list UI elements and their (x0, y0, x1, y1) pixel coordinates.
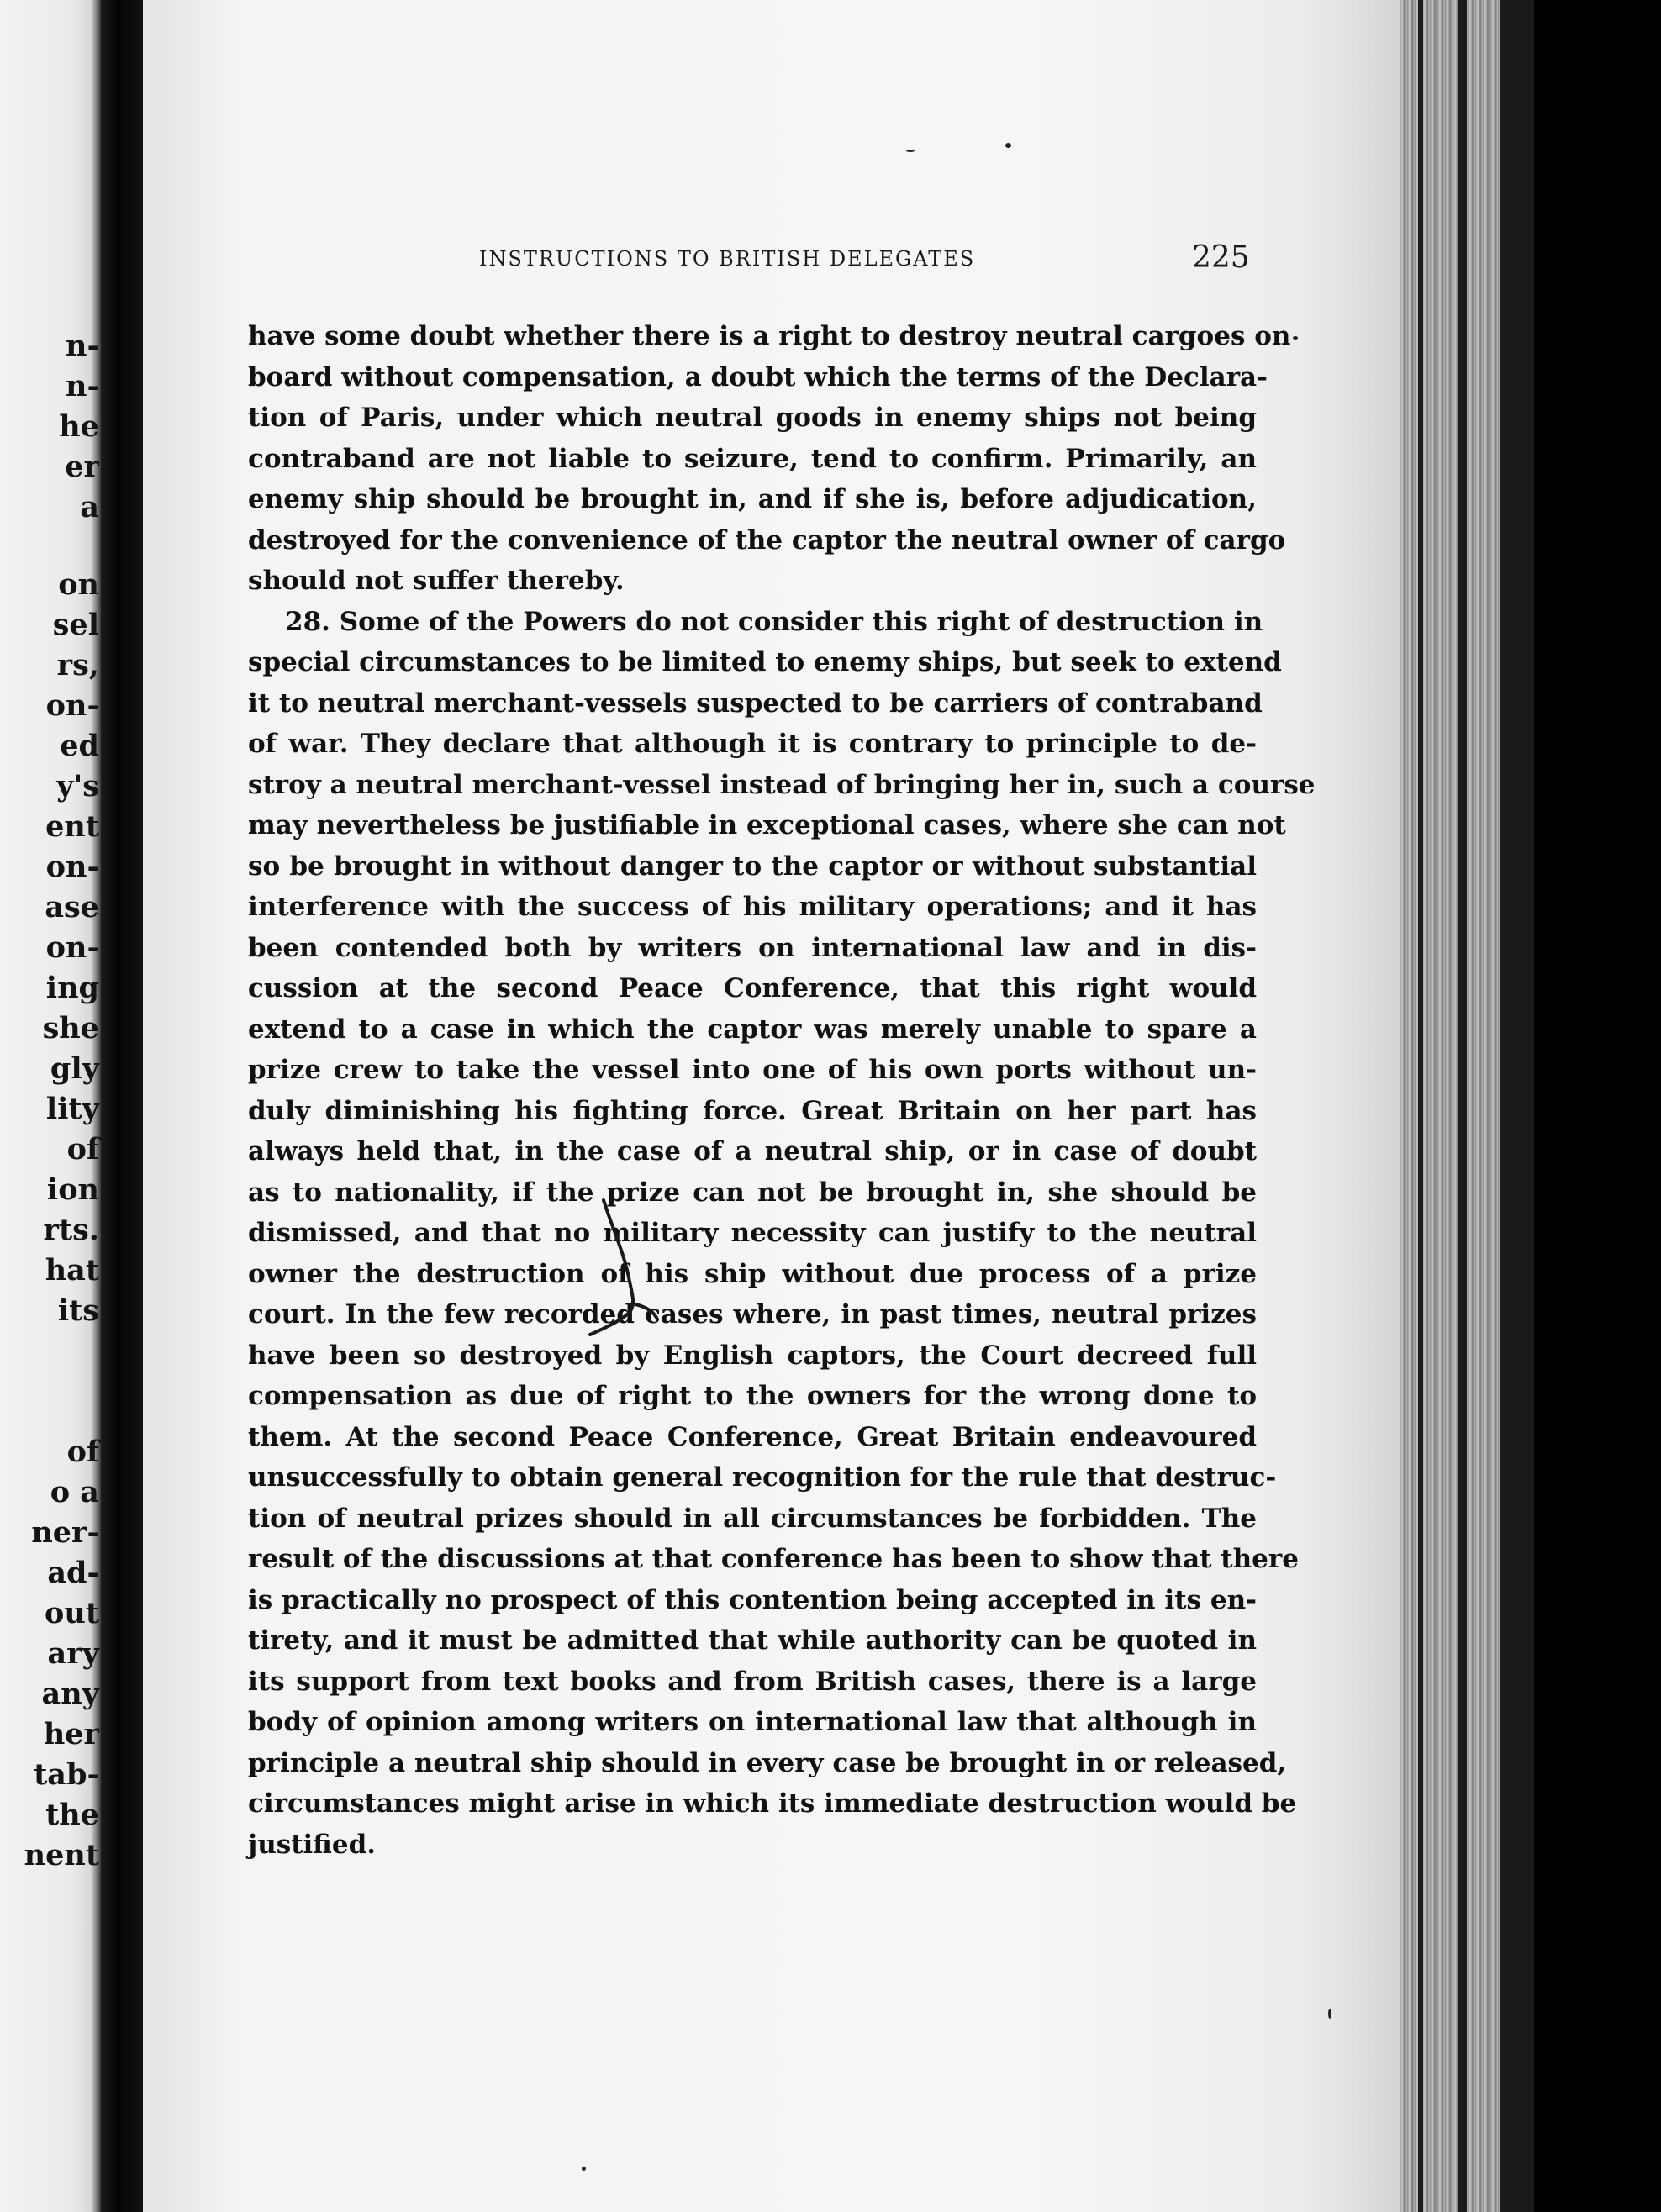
previous-page-text-fragment: n- (66, 369, 99, 403)
body-text-line: is practically no prospect of this contention being accepted in its en- (248, 1584, 1257, 1615)
page-body-text (248, 316, 1316, 1865)
previous-page-text-fragment: ad- (47, 1556, 99, 1590)
body-text-line: court. In the few recorded cases where, in past times, neutral prizes (248, 1299, 1257, 1330)
stacked-page-edges (1400, 0, 1534, 2212)
body-text-line: body of opinion among writers on international law that although in (248, 1707, 1257, 1737)
body-text-line: destroyed for the convenience of the captor the neutral owner of cargo (248, 524, 1286, 556)
previous-page-text-fragment: lity (45, 1092, 99, 1126)
previous-page-text-fragment: of (66, 1435, 99, 1469)
previous-page-text-fragment: ion (46, 1172, 99, 1207)
previous-page-text-fragment: gly (50, 1051, 99, 1086)
body-text-line: duly diminishing his fighting force. Great Britain on her part has (248, 1095, 1257, 1126)
body-text-line: special circumstances to be limited to enemy ships, but seek to extend (248, 647, 1282, 677)
previous-page-text-fragment: rts. (43, 1213, 99, 1247)
body-text-line: tion of Paris, under which neutral goods in enemy ships not being (248, 403, 1257, 433)
previous-page-text-fragment: its (57, 1293, 99, 1328)
body-text-line: enemy ship should be brought in, and if she is, before adjudication, (248, 484, 1257, 514)
previous-page-text-fragment: her (43, 1717, 99, 1751)
body-text-line: have been so destroyed by English captors, the Court decreed full (248, 1340, 1257, 1371)
previous-page-text-fragment: y's (56, 769, 99, 803)
body-text-line: its support from text books and from British cases, there is a large (248, 1666, 1257, 1697)
previous-page-text-fragment: ed (60, 729, 99, 763)
body-text-line: tirety, and it must be admitted that while authority can be quoted in (248, 1625, 1257, 1656)
body-text-line: them. At the second Peace Conference, Great Britain endeavoured (248, 1421, 1257, 1452)
body-text-line: so be brought in without danger to the captor or without substantial (248, 851, 1257, 882)
body-text-line: unsuccessfully to obtain general recognition for the rule that destruc- (248, 1462, 1277, 1493)
body-text-line: cussion at the second Peace Conference, that this right would (248, 973, 1257, 1003)
dust-speck (1005, 143, 1011, 148)
body-text-line: tion of neutral prizes should in all circumstances be forbidden. The (248, 1503, 1257, 1534)
body-text-line: board without compensation, a doubt which the terms of the Declara- (248, 361, 1268, 392)
body-text-line: always held that, in the case of a neutral ship, or in case of doubt (248, 1136, 1257, 1167)
body-text-line: of war. They declare that although it is contrary to principle to de- (248, 729, 1257, 759)
body-text-line: been contended both by writers on international law and in dis- (248, 932, 1257, 963)
previous-page-text-fragment: of (66, 1132, 99, 1167)
body-text-line: compensation as due of right to the owners for the wrong done to (248, 1381, 1257, 1411)
body-text-line: contraband are not liable to seizure, tend to confirm. Primarily, an (248, 443, 1257, 474)
previous-page-text-fragment: tab- (34, 1757, 99, 1792)
dust-speck (1328, 2009, 1331, 2019)
page-number: 225 (1192, 240, 1250, 275)
previous-page-text-fragment: he (59, 409, 99, 444)
body-text-line: prize crew to take the vessel into one of his own ports without un- (248, 1055, 1257, 1085)
dust-speck (906, 150, 915, 152)
body-text-line: have some doubt whether there is a right to destroy neutral cargoes on (248, 321, 1291, 351)
previous-page-text-fragment: ent (45, 809, 99, 844)
previous-page-text-fragment: ing (45, 971, 99, 1005)
previous-page-text-fragment: ner- (31, 1515, 99, 1550)
previous-page-text-fragment: out (45, 1596, 99, 1630)
body-text-line: justified. (248, 1829, 377, 1860)
previous-page-text-fragment: on (58, 567, 99, 602)
dust-speck (1293, 336, 1298, 340)
previous-page-text-fragment: on- (45, 930, 99, 965)
body-text-line: owner the destruction of his ship without due process of a prize (248, 1258, 1257, 1289)
previous-page-text-fragment: a (80, 490, 99, 524)
body-text-line: result of the discussions at that conference has been to show that there (248, 1544, 1299, 1574)
previous-page-text-fragment: the (45, 1798, 99, 1832)
previous-page-text-fragment: hat (45, 1253, 99, 1288)
previous-page-text-fragment: rs, (56, 648, 99, 682)
previous-page-text-fragment: ary (47, 1636, 99, 1671)
previous-page-text-fragment: sel (52, 608, 99, 642)
previous-page-text-fragment: on- (45, 688, 99, 723)
dust-speck (582, 2167, 586, 2171)
body-text-line: extend to a case in which the captor was merely unable to spare a (248, 1014, 1257, 1045)
body-text-line: principle a neutral ship should in every case be brought in or released, (248, 1747, 1287, 1778)
body-text-line: as to nationality, if the prize can not be brought in, she should be (248, 1177, 1257, 1208)
body-text-line: should not suffer thereby. (248, 566, 625, 596)
previous-page-text-fragment: on- (45, 850, 99, 884)
running-head: INSTRUCTIONS TO BRITISH DELEGATES (479, 247, 976, 271)
body-text-line: may nevertheless be justifiable in exceptional cases, where she can not (248, 810, 1286, 840)
previous-page-text-fragment: ase (45, 890, 99, 924)
previous-page-text-fragment: she (42, 1011, 99, 1045)
previous-page-text-fragment: nent (24, 1838, 99, 1872)
body-text-line: stroy a neutral merchant-vessel instead of bringing her in, such a course (248, 769, 1316, 800)
previous-page-text-fragment: n- (66, 329, 99, 363)
previous-page-text-fragment: o a (50, 1475, 99, 1509)
previous-page-text-fragment: er (65, 450, 99, 484)
book-gutter (101, 0, 145, 2212)
previous-page-edge (0, 0, 101, 2212)
body-text-line: dismissed, and that no military necessity can justify to the neutral (248, 1218, 1257, 1248)
body-text-line: interference with the success of his military operations; and it has (248, 892, 1257, 922)
scan-background (1534, 0, 1661, 2212)
body-text-line: it to neutral merchant-vessels suspected to be carriers of contraband (248, 687, 1263, 719)
body-text-line: circumstances might arise in which its immediate destruction would be (248, 1788, 1297, 1819)
previous-page-text-fragment: any (41, 1677, 99, 1711)
body-text-line: 28. Some of the Powers do not consider this right of destruction in (285, 606, 1263, 637)
